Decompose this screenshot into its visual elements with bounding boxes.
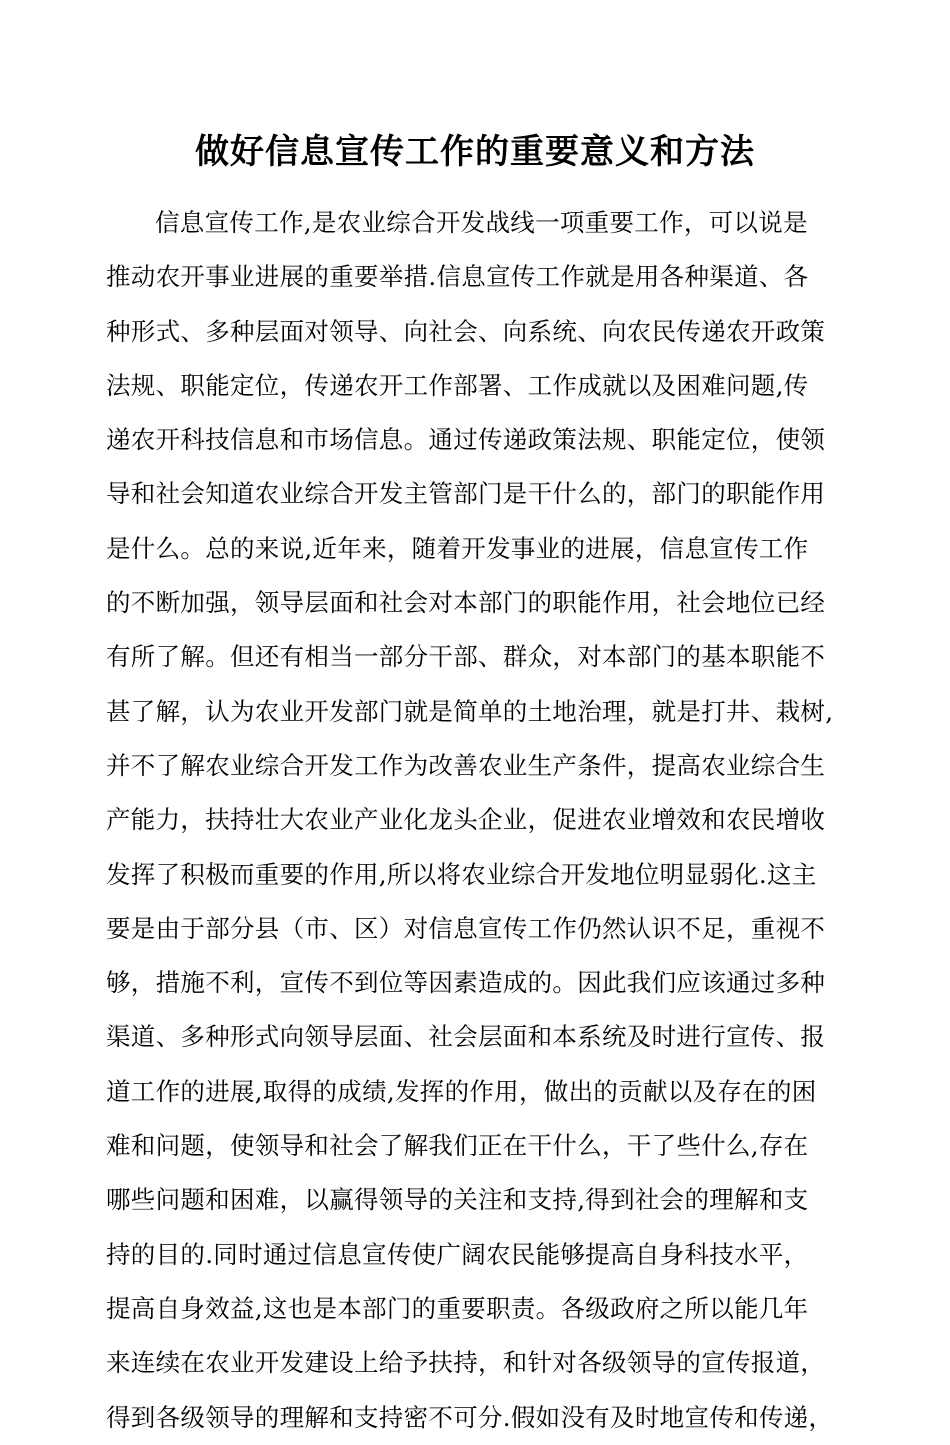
paragraph-line: 法规、职能定位，传递农开工作部署、工作成就以及困难问题,传 xyxy=(106,370,809,400)
paragraph-line: 渠道、多种形式向领导层面、社会层面和本系统及时进行宣传、报 xyxy=(106,1022,826,1052)
paragraph-line: 信息宣传工作,是农业综合开发战线一项重要工作，可以说是 xyxy=(155,208,808,237)
paragraph-line: 道工作的进展,取得的成绩,发挥的作用，做出的贡献以及存在的困 xyxy=(106,1076,817,1106)
paragraph-line: 甚了解，认为农业开发部门就是简单的土地治理，就是打井、栽树, xyxy=(106,696,834,726)
paragraph-line: 有所了解。但还有相当一部分干部、群众，对本部门的基本职能不 xyxy=(106,642,826,672)
paragraph-line: 的不断加强，领导层面和社会对本部门的职能作用，社会地位已经 xyxy=(106,588,826,618)
paragraph-line: 提高自身效益,这也是本部门的重要职责。各级政府之所以能几年 xyxy=(106,1293,809,1323)
paragraph-line: 是什么。总的来说,近年来，随着开发事业的进展，信息宣传工作 xyxy=(106,533,809,563)
paragraph-line: 要是由于部分县（市、区）对信息宣传工作仍然认识不足，重视不 xyxy=(106,913,826,943)
paragraph-line: 发挥了积极而重要的作用,所以将农业综合开发地位明显弱化.这主 xyxy=(106,859,817,889)
paragraph-line: 得到各级领导的理解和支持密不可分.假如没有及时地宣传和传递， xyxy=(106,1402,834,1432)
document-title: 做好信息宣传工作的重要意义和方法 xyxy=(195,132,755,172)
document-body xyxy=(106,196,850,1445)
paragraph-line: 哪些问题和困难，以赢得领导的关注和支持,得到社会的理解和支 xyxy=(106,1185,809,1215)
paragraph-line: 难和问题，使领导和社会了解我们正在干什么，干了些什么,存在 xyxy=(106,1131,809,1161)
paragraph-line: 来连续在农业开发建设上给予扶持，和针对各级领导的宣传报道， xyxy=(106,1348,826,1378)
paragraph-line: 递农开科技信息和市场信息。通过传递政策法规、职能定位，使领 xyxy=(106,425,826,455)
paragraph-line: 推动农开事业进展的重要举措.信息宣传工作就是用各种渠道、各 xyxy=(106,262,809,292)
paragraph-line: 够，措施不利，宣传不到位等因素造成的。因此我们应该通过多种 xyxy=(106,968,826,998)
paragraph-line: 种形式、多种层面对领导、向社会、向系统、向农民传递农开政策 xyxy=(106,316,826,346)
paragraph-line: 产能力，扶持壮大农业产业化龙头企业，促进农业增效和农民增收 xyxy=(106,805,826,835)
paragraph-line: 并不了解农业综合开发工作为改善农业生产条件，提高农业综合生 xyxy=(106,750,826,780)
paragraph-line: 导和社会知道农业综合开发主管部门是干什么的，部门的职能作用 xyxy=(106,479,826,509)
paragraph-line: 持的目的.同时通过信息宣传使广阔农民能够提高自身科技水平， xyxy=(106,1239,809,1269)
